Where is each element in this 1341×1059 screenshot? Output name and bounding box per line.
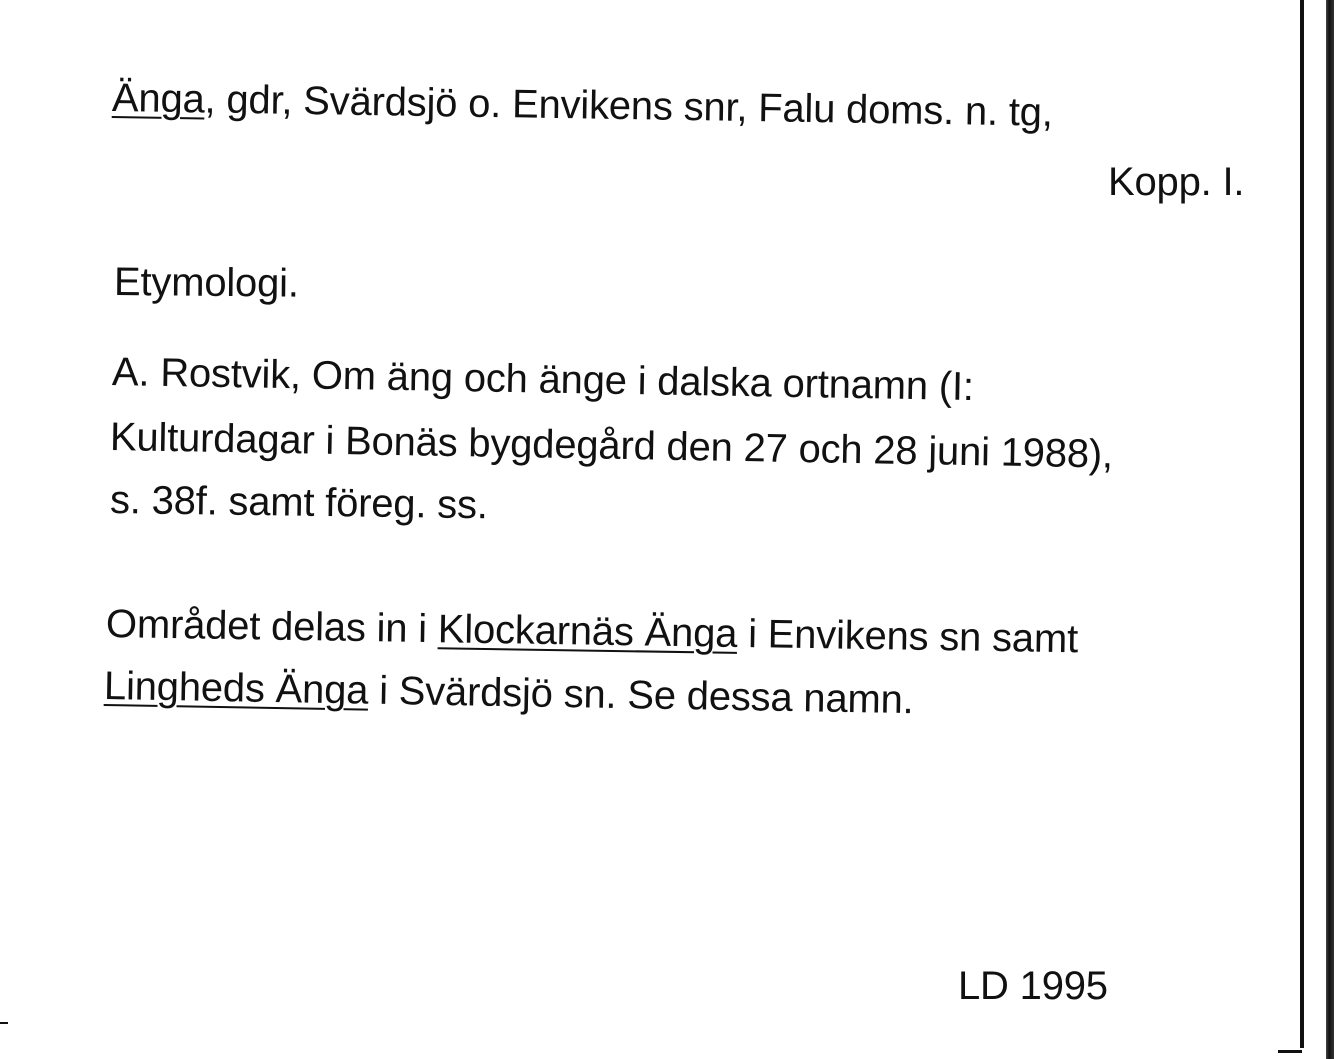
- area-line-1: [105, 602, 1079, 662]
- etymology-line-3: s. 38f. samt föreg. ss.: [109, 478, 489, 528]
- heading-line: [112, 78, 1053, 133]
- etymology-line-2: Kulturdagar i Bonäs bygdegård den 27 och 28 juni 1988),: [109, 415, 1114, 477]
- area-text-prefix: Området delas in i: [105, 602, 439, 652]
- place-description: , gdr, Svärdsjö o. Envikens snr, Falu doms. n. tg,: [204, 77, 1054, 135]
- card-left-tick: [0, 1022, 8, 1024]
- card-corner-mark: [1278, 1050, 1302, 1053]
- reference-klockarnas-anga: Klockarnäs Änga: [437, 607, 738, 656]
- reference-lingheds-anga: Lingheds Änga: [103, 664, 369, 713]
- area-text-suffix: i Envikens sn samt: [736, 611, 1079, 662]
- etymology-line-1: A. Rostvik, Om äng och änge i dalska ortnamn (I:: [111, 350, 975, 410]
- card-right-edge: [1300, 0, 1304, 1048]
- area-text-suffix-2: i Svärdsjö sn. Se dessa namn.: [367, 668, 914, 723]
- heading-continuation: Kopp. I.: [1108, 160, 1245, 204]
- card-outer-edge: [1326, 0, 1334, 1059]
- place-name: Änga: [111, 76, 205, 122]
- signature: LD 1995: [958, 964, 1108, 1008]
- etymology-label: Etymologi.: [113, 260, 299, 306]
- area-line-2: [103, 664, 914, 723]
